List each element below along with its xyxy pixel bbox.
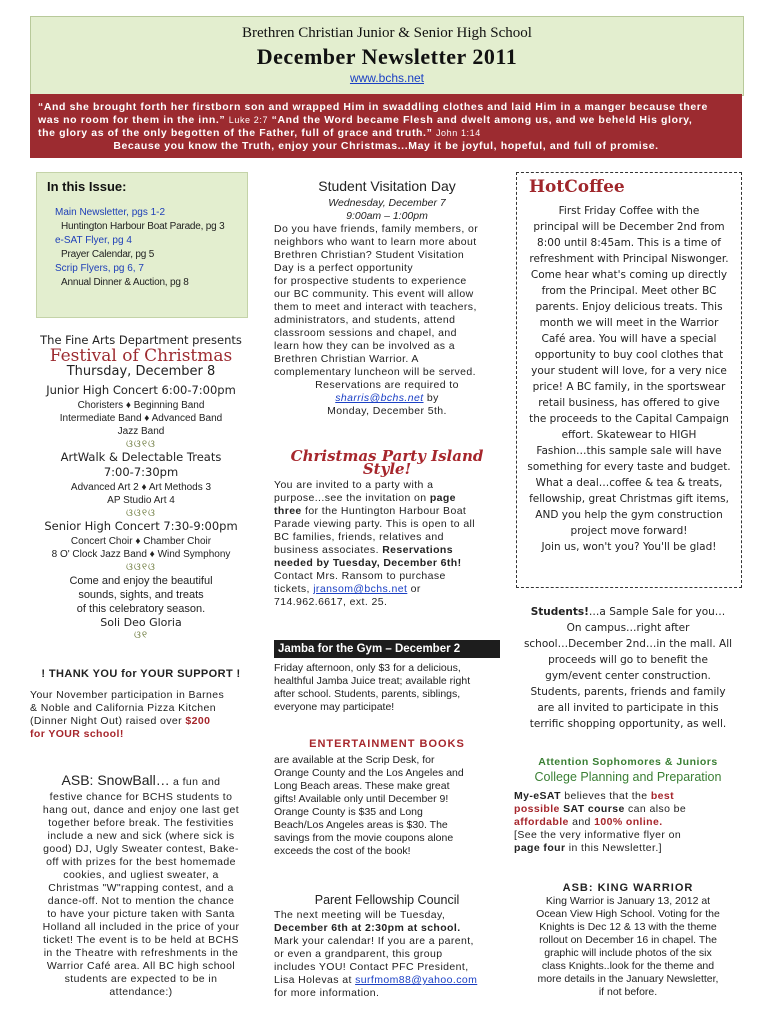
college-l3: affordable and 100% online. bbox=[514, 816, 663, 828]
coffee-line: parents. Enjoy delicious treats. This bbox=[535, 301, 723, 313]
coffee-line: AND you help the gym construction bbox=[535, 509, 723, 521]
entertainment-body bbox=[274, 754, 500, 858]
party-l4: Parade viewing party. This is open to all bbox=[274, 518, 476, 530]
entertainment-line: gifts! Available only until December 9! bbox=[274, 793, 449, 805]
issue-item-esat[interactable]: e-SAT Flyer, pg 4 bbox=[55, 235, 132, 246]
visitation-line: learn how they can be involved as a bbox=[274, 340, 455, 352]
sample-sale-section bbox=[514, 604, 742, 732]
coffee-line: Come hear what's coming up directly bbox=[530, 269, 728, 281]
king-line: King Warrior is January 13, 2012 at bbox=[545, 895, 711, 907]
ornament-divider: ଓଓ୧ଓ bbox=[126, 562, 156, 573]
visitation-line: Day is a perfect opportunity bbox=[274, 262, 414, 274]
visitation-line: Do you have friends, family members, or bbox=[274, 223, 479, 235]
party-email-link[interactable]: jransom@bchs.net bbox=[313, 583, 408, 595]
visitation-res: Reservations are required to bbox=[315, 379, 459, 391]
thank-you-line-4: for YOUR school! bbox=[30, 728, 124, 740]
snowball-line: dance-off. Not to mention the chance bbox=[47, 895, 235, 907]
king-line: graphic will include photos of the six bbox=[544, 947, 712, 959]
jh-groups-3: Jazz Band bbox=[117, 426, 165, 437]
banner-line-1: “And she brought forth her firstborn son and wrapped Him in swaddling clothes and laid Him in a manger because there bbox=[38, 101, 708, 113]
snowball-line: good) DJ, Ugly Sweater contest, Bake- bbox=[43, 843, 239, 855]
sample-sale-line: proceeds will go to benefit the bbox=[548, 654, 708, 666]
king-body bbox=[514, 895, 742, 999]
coffee-line: fellowship, great Christmas gift items, bbox=[529, 493, 729, 505]
coffee-line: retail business, has offered to give bbox=[538, 397, 720, 409]
entertainment-line: Beach/Los Angeles areas is $30. The bbox=[274, 819, 448, 831]
pfc-heading: Parent Fellowship Council bbox=[314, 893, 460, 907]
sample-sale-heading-tail: …a Sample Sale for you… bbox=[588, 606, 726, 618]
snowball-line: Holland all included in the price of your bbox=[42, 921, 240, 933]
newsletter-header bbox=[30, 16, 744, 96]
party-l7: needed by Tuesday, December 6th! bbox=[274, 557, 462, 569]
college-l5: page four in this Newsletter.] bbox=[514, 842, 662, 854]
visitation-line: Brethren Christian? Student Visitation bbox=[274, 249, 465, 261]
thank-you-line-1: Your November participation in Barnes bbox=[30, 689, 225, 701]
festival-date: Thursday, December 8 bbox=[66, 364, 216, 379]
jh-groups-2: Intermediate Band ♦ Advanced Band bbox=[59, 413, 223, 424]
party-l5: BC families, friends, relatives and bbox=[274, 531, 444, 543]
website-link[interactable]: www.bchs.net bbox=[349, 71, 425, 85]
entertainment-line: Orange County and the Los Angeles and bbox=[274, 767, 464, 779]
issue-item-dinner: Annual Dinner & Auction, pg 8 bbox=[61, 277, 189, 288]
soli-deo-gloria: Soli Deo Gloria bbox=[100, 616, 182, 629]
sample-sale-line: terrific shopping opportunity, as well. bbox=[529, 718, 727, 730]
college-l1: My-eSAT believes that the best bbox=[514, 790, 675, 802]
snowball-line: ticket! The event is to be held at BCHS bbox=[43, 934, 239, 946]
coffee-line: your student will love, for a very nice bbox=[531, 365, 727, 377]
banner-line-2: was no room for them in the inn.” Luke 2:7 “And the Word became Flesh and dwelt among us, and we beheld His glory, bbox=[38, 114, 693, 126]
jamba-line: after school. Students, parents, siblings, bbox=[274, 688, 461, 700]
artwalk-heading: ArtWalk & Delectable Treats bbox=[60, 450, 222, 464]
banner-line-4: Because you know the Truth, enjoy your Christmas...May it be joyful, hopeful, and full of promise. bbox=[113, 140, 659, 152]
fine-arts-section bbox=[30, 334, 252, 642]
pfc-l5: includes YOU! Contact PFC President, bbox=[274, 961, 469, 973]
pfc-section bbox=[274, 894, 500, 1000]
snowball-line: off with prizes for the best homemade bbox=[46, 856, 236, 868]
thank-you-section bbox=[30, 668, 252, 741]
issue-item-boat-parade: Huntington Harbour Boat Parade, pg 3 bbox=[61, 221, 225, 232]
sh-groups-2: 8 O' Clock Jazz Band ♦ Wind Symphony bbox=[51, 549, 231, 560]
ornament-divider: ଓଓ୧ଓ bbox=[126, 439, 156, 450]
school-name: Brethren Christian Junior & Senior High School bbox=[242, 25, 532, 41]
coffee-line: something for every taste and budget. bbox=[527, 461, 731, 473]
jamba-line: healthful Jamba Juice treat; available right bbox=[274, 675, 471, 687]
entertainment-line: are available at the Scrip Desk, for bbox=[274, 754, 435, 766]
coffee-line: price! A BC family, in the sportswear bbox=[532, 381, 726, 393]
snowball-heading: ASB: SnowBall… bbox=[61, 772, 170, 788]
come-line-2: sounds, sights, and treats bbox=[78, 589, 204, 601]
coffee-line: principal will be December 2nd from bbox=[533, 221, 725, 233]
festival-title: Festival of Christmas bbox=[49, 346, 233, 366]
college-section bbox=[514, 756, 742, 855]
coffee-line: from the Principal. Meet other BC bbox=[541, 285, 717, 297]
jamba-line: everyone may participate! bbox=[274, 701, 395, 713]
party-l8: Contact Mrs. Ransom to purchase bbox=[274, 570, 446, 582]
coffee-line: What a deal…coffee & tea & treats, bbox=[535, 477, 723, 489]
visitation-line: them to meet and interact with teachers, bbox=[274, 301, 477, 313]
snowball-line: attendance:) bbox=[109, 986, 173, 998]
snowball-heading-tail: a fun and bbox=[169, 776, 221, 788]
artwalk-groups-1: Advanced Art 2 ♦ Art Methods 3 bbox=[70, 482, 212, 493]
coffee-line: Café area. You will have a special bbox=[541, 333, 717, 345]
thank-you-line-2: & Noble and California Pizza Kitchen bbox=[30, 702, 216, 714]
coffee-line: project move forward! bbox=[570, 525, 688, 537]
pfc-l2: December 6th at 2:30pm at school. bbox=[274, 922, 461, 934]
pfc-email-link[interactable]: surfmom88@yahoo.com bbox=[355, 974, 478, 986]
thank-you-heading: ! THANK YOU for YOUR SUPPORT ! bbox=[41, 668, 241, 680]
king-line: Ocean View High School. Voting for the bbox=[536, 908, 720, 920]
sample-sale-line: gym/event center construction. bbox=[545, 670, 711, 682]
king-heading: ASB: KING WARRIOR bbox=[562, 882, 694, 894]
party-l1: You are invited to a party with a bbox=[274, 479, 434, 491]
asb-snowball-section bbox=[30, 774, 252, 999]
issue-item-prayer: Prayer Calendar, pg 5 bbox=[61, 249, 155, 260]
visitation-body bbox=[274, 223, 500, 379]
entertainment-line: exceeds the cost of the book! bbox=[274, 845, 411, 857]
party-l10: 714.962.6617, ext. 25. bbox=[274, 596, 388, 608]
visitation-heading: Student Visitation Day bbox=[318, 178, 456, 194]
pfc-l4: or even a grandparent, this group bbox=[274, 948, 443, 960]
snowball-line: together before break. The festivities bbox=[48, 817, 234, 829]
visitation-date: Wednesday, December 7 bbox=[328, 197, 446, 209]
coffee-line: month we will meet in the Warrior bbox=[539, 317, 719, 329]
sample-sale-line: On campus…right after bbox=[566, 622, 690, 634]
in-this-issue-heading: In this Issue: bbox=[47, 179, 127, 194]
coffee-line: the proceeds to the Capital Campaign bbox=[529, 413, 729, 425]
snowball-line: hang out, dance and enjoy one last get bbox=[42, 804, 240, 816]
newsletter-title: December Newsletter 2011 bbox=[256, 44, 518, 69]
fine-arts-presents: The Fine Arts Department presents bbox=[40, 333, 242, 347]
visitation-line: Brethren Christian Warrior. A bbox=[274, 353, 419, 365]
pfc-l7: for more information. bbox=[274, 987, 380, 999]
coffee-line: 8:00 until 8:45am. This is a time of bbox=[537, 237, 721, 249]
entertainment-heading: ENTERTAINMENT BOOKS bbox=[309, 738, 465, 750]
college-l2: possible SAT course can also be bbox=[514, 803, 687, 815]
party-l2: purpose...see the invitation on page bbox=[274, 492, 456, 504]
coffee-line: Join us, won't you? You'll be glad! bbox=[541, 541, 717, 553]
artwalk-groups-2: AP Studio Art 4 bbox=[107, 495, 175, 506]
banner-line-3: the glory as of the only begotten of the Father, full of grace and truth.” John 1:14 bbox=[38, 127, 481, 139]
ornament-end: ଓ୧ bbox=[133, 630, 149, 641]
in-this-issue-box bbox=[36, 172, 248, 318]
king-line: class Knights..look for the theme and bbox=[541, 960, 715, 972]
snowball-line: Warrior Café area. All BC high school bbox=[46, 960, 236, 972]
visitation-line: for prospective students to experience bbox=[274, 275, 467, 287]
party-l6: business associates. Reservations bbox=[274, 544, 453, 556]
snowball-line: include a new and sick (where sick is bbox=[47, 830, 235, 842]
party-section bbox=[274, 447, 500, 609]
scripture-banner bbox=[30, 94, 742, 158]
pfc-l3: Mark your calendar! If you are a parent, bbox=[274, 935, 474, 947]
sample-sale-line: school…December 2nd…in the mall. All bbox=[523, 638, 733, 650]
visitation-email-link[interactable]: sharris@bchs.net bbox=[335, 392, 424, 404]
visitation-time: 9:00am – 1:00pm bbox=[346, 210, 428, 222]
ornament-divider: ଓଓ୧ଓ bbox=[126, 508, 156, 519]
issue-item-scrip[interactable]: Scrip Flyers, pg 6, 7 bbox=[55, 263, 144, 274]
come-line-1: Come and enjoy the beautiful bbox=[69, 575, 213, 587]
sample-sale-heading: Students! bbox=[530, 606, 589, 618]
coffee-line: opportunity to buy cool clothes that bbox=[534, 349, 724, 361]
snowball-line: to have your picture taken with Santa bbox=[47, 908, 235, 920]
sh-concert: Senior High Concert 7:30-9:00pm bbox=[44, 519, 238, 533]
visitation-line: classroom sessions and chapel, and bbox=[274, 327, 457, 339]
entertainment-line: Long Beach areas. These make great bbox=[274, 780, 450, 792]
king-line: if not before. bbox=[598, 986, 658, 998]
king-line: Knights is Dec 12 & 13 with the theme bbox=[539, 921, 717, 933]
college-heading: College Planning and Preparation bbox=[534, 770, 722, 784]
snowball-line: festive chance for BCHS students to bbox=[49, 791, 233, 803]
party-l3: three for the Huntington Harbour Boat bbox=[274, 505, 467, 517]
king-warrior-section bbox=[514, 882, 742, 999]
jh-concert: Junior High Concert 6:00-7:00pm bbox=[46, 383, 236, 397]
snowball-line: cookies, and ugliest sweater, a bbox=[63, 869, 219, 881]
party-l9: tickets, jransom@bchs.net or bbox=[274, 583, 421, 595]
entertainment-section bbox=[274, 738, 500, 858]
hot-coffee-logo: HotCoffee bbox=[529, 177, 625, 197]
visitation-line: complementary luncheon will be served. bbox=[274, 366, 476, 378]
visitation-line: our BC community. This event will allow bbox=[274, 288, 474, 300]
jh-groups-1: Choristers ♦ Beginning Band bbox=[77, 400, 205, 411]
visitation-deadline: Monday, December 5th. bbox=[327, 405, 447, 417]
issue-item-main[interactable]: Main Newsletter, pgs 1-2 bbox=[55, 207, 166, 218]
king-line: more details in the January Newsletter, bbox=[537, 973, 719, 985]
sample-sale-line: Students, parents, friends and family bbox=[530, 686, 726, 698]
snowball-body bbox=[30, 791, 252, 999]
visitation-section bbox=[274, 180, 500, 418]
visitation-line: administrators, and students, attend bbox=[274, 314, 456, 326]
artwalk-time: 7:00-7:30pm bbox=[103, 465, 179, 479]
entertainment-line: Orange County is $35 and Long bbox=[274, 806, 423, 818]
sample-sale-line: are all invited to participate in this bbox=[537, 702, 719, 714]
king-line: rollout on December 16 in chapel. The bbox=[539, 934, 717, 946]
coffee-line: First Friday Coffee with the bbox=[558, 205, 700, 217]
entertainment-line: savings from the movie coupons alone bbox=[274, 832, 454, 844]
pfc-l1: The next meeting will be Tuesday, bbox=[274, 909, 446, 921]
coffee-line: refreshment with Principal Niswonger. bbox=[529, 253, 729, 265]
party-heading: Christmas Party Island Style! bbox=[290, 447, 484, 478]
snowball-line: Christmas "W"rapping contest, and a bbox=[48, 882, 234, 894]
coffee-line: effort. Skatewear to HIGH bbox=[561, 429, 697, 441]
hot-coffee-box bbox=[516, 172, 742, 588]
jamba-heading: Jamba for the Gym – December 2 bbox=[274, 640, 500, 658]
jamba-body bbox=[274, 662, 500, 714]
pfc-l6: Lisa Holevas at surfmom88@yahoo.com bbox=[274, 974, 478, 986]
jamba-line: Friday afternoon, only $3 for a delicious, bbox=[274, 662, 461, 674]
college-attn: Attention Sophomores & Juniors bbox=[538, 756, 718, 768]
come-line-3: of this celebratory season. bbox=[76, 603, 206, 615]
coffee-body bbox=[525, 203, 733, 555]
snowball-line: students are expected to be in bbox=[64, 973, 218, 985]
coffee-line: Fashion…this sample sale will have bbox=[536, 445, 722, 457]
visitation-email-line: sharris@bchs.net by bbox=[335, 392, 439, 404]
snowball-line: in the Theatre with refreshments in the bbox=[43, 947, 239, 959]
sample-sale-body bbox=[514, 620, 742, 732]
sh-groups-1: Concert Choir ♦ Chamber Choir bbox=[70, 536, 212, 547]
visitation-line: neighbors who want to learn more about bbox=[274, 236, 477, 248]
thank-you-line-3: (Dinner Night Out) raised over $200 bbox=[30, 715, 211, 727]
college-l4: [See the very informative flyer on bbox=[514, 829, 682, 841]
